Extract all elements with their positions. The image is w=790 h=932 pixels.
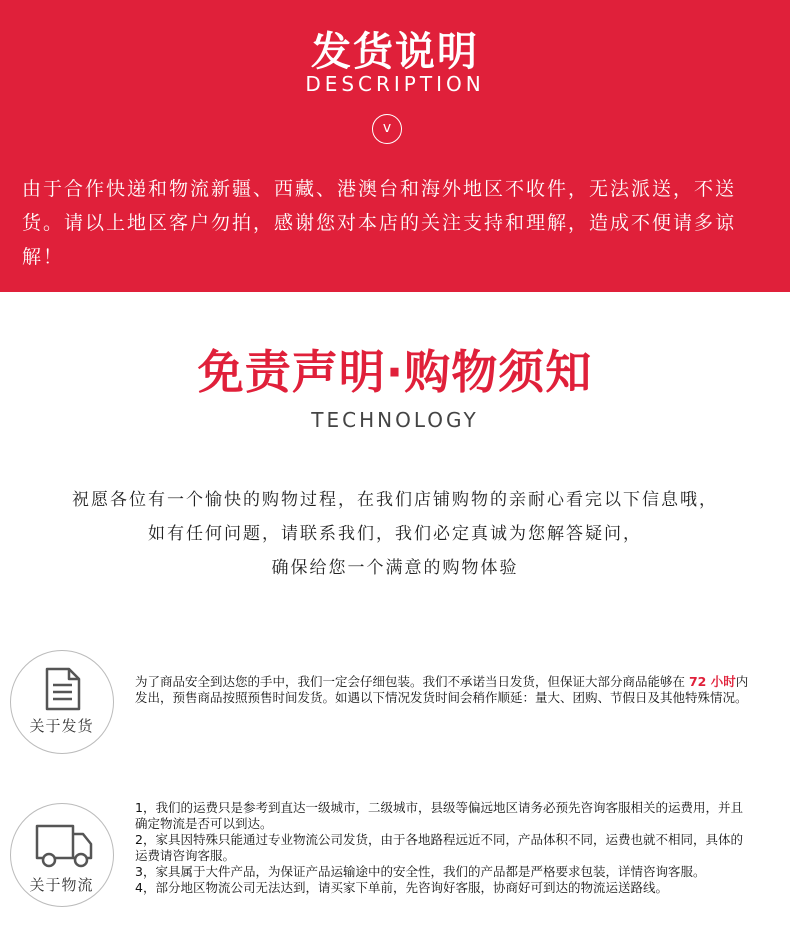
- intro-line: 祝愿各位有一个愉快的购物过程，在我们店铺购物的亲耐心看完以下信息哦，: [72, 490, 718, 510]
- document-icon: [11, 651, 115, 755]
- shipping-text: [135, 674, 755, 706]
- disclaimer-subtitle: TECHNOLOGY: [311, 408, 479, 432]
- logistics-item: 2，家具因特殊只能通过专业物流公司发货，由于各地路程远近不同，产品体积不同，运费也就不相同，具体的运费请咨询客服。: [135, 832, 743, 863]
- logistics-item: 1，我们的运费只是参考到直达一级城市，二级城市，县级等偏远地区请务必预先咨询客服相关的运费用，并且确定物流是否可以到达。: [135, 800, 743, 831]
- banner-title: 发货说明: [311, 29, 479, 75]
- banner-subtitle: DESCRIPTION: [305, 72, 485, 96]
- shipping-badge: [10, 650, 114, 754]
- logistics-label: 关于物流: [29, 876, 94, 894]
- disclaimer-title: 免责声明·购物须知: [197, 345, 593, 399]
- shipping-hours-highlight: 72 小时: [688, 674, 736, 689]
- shipping-text-start: 为了商品安全到达您的手中，我们一定会仔细包装。我们不承诺当日发货，但保证大部分商品能够在: [135, 674, 689, 689]
- logistics-item: 3，家具属于大件产品，为保证产品运输途中的安全性，我们的产品都是严格要求包装，详情咨询客服。: [135, 864, 706, 879]
- shipping-notice-banner: [0, 0, 790, 292]
- chevron-down-icon: v: [372, 114, 402, 144]
- intro-line: 如有任何问题，请联系我们，我们必定真诚为您解答疑问，: [148, 524, 642, 544]
- logistics-item: 4，部分地区物流公司无法达到，请买家下单前，先咨询好客服，协商好可到达的物流运送路线。: [135, 880, 668, 895]
- logistics-badge: [10, 803, 114, 907]
- shipping-label: 关于发货: [29, 717, 94, 735]
- banner-text: 由于合作快递和物流新疆、西藏、港澳台和海外地区不收件，无法派送，不送货。请以上地区客户勿拍，感谢您对本店的关注支持和理解，造成不便请多谅解！: [22, 178, 737, 268]
- intro-text: [0, 483, 790, 585]
- shipping-text-end: 内发出，预售商品按照预售时间发货。如遇以下情况发货时间会稍作顺延：量大、团购、节假日及其他特殊情况。: [135, 674, 749, 705]
- logistics-text: [135, 800, 755, 896]
- intro-line: 确保给您一个满意的购物体验: [271, 558, 519, 578]
